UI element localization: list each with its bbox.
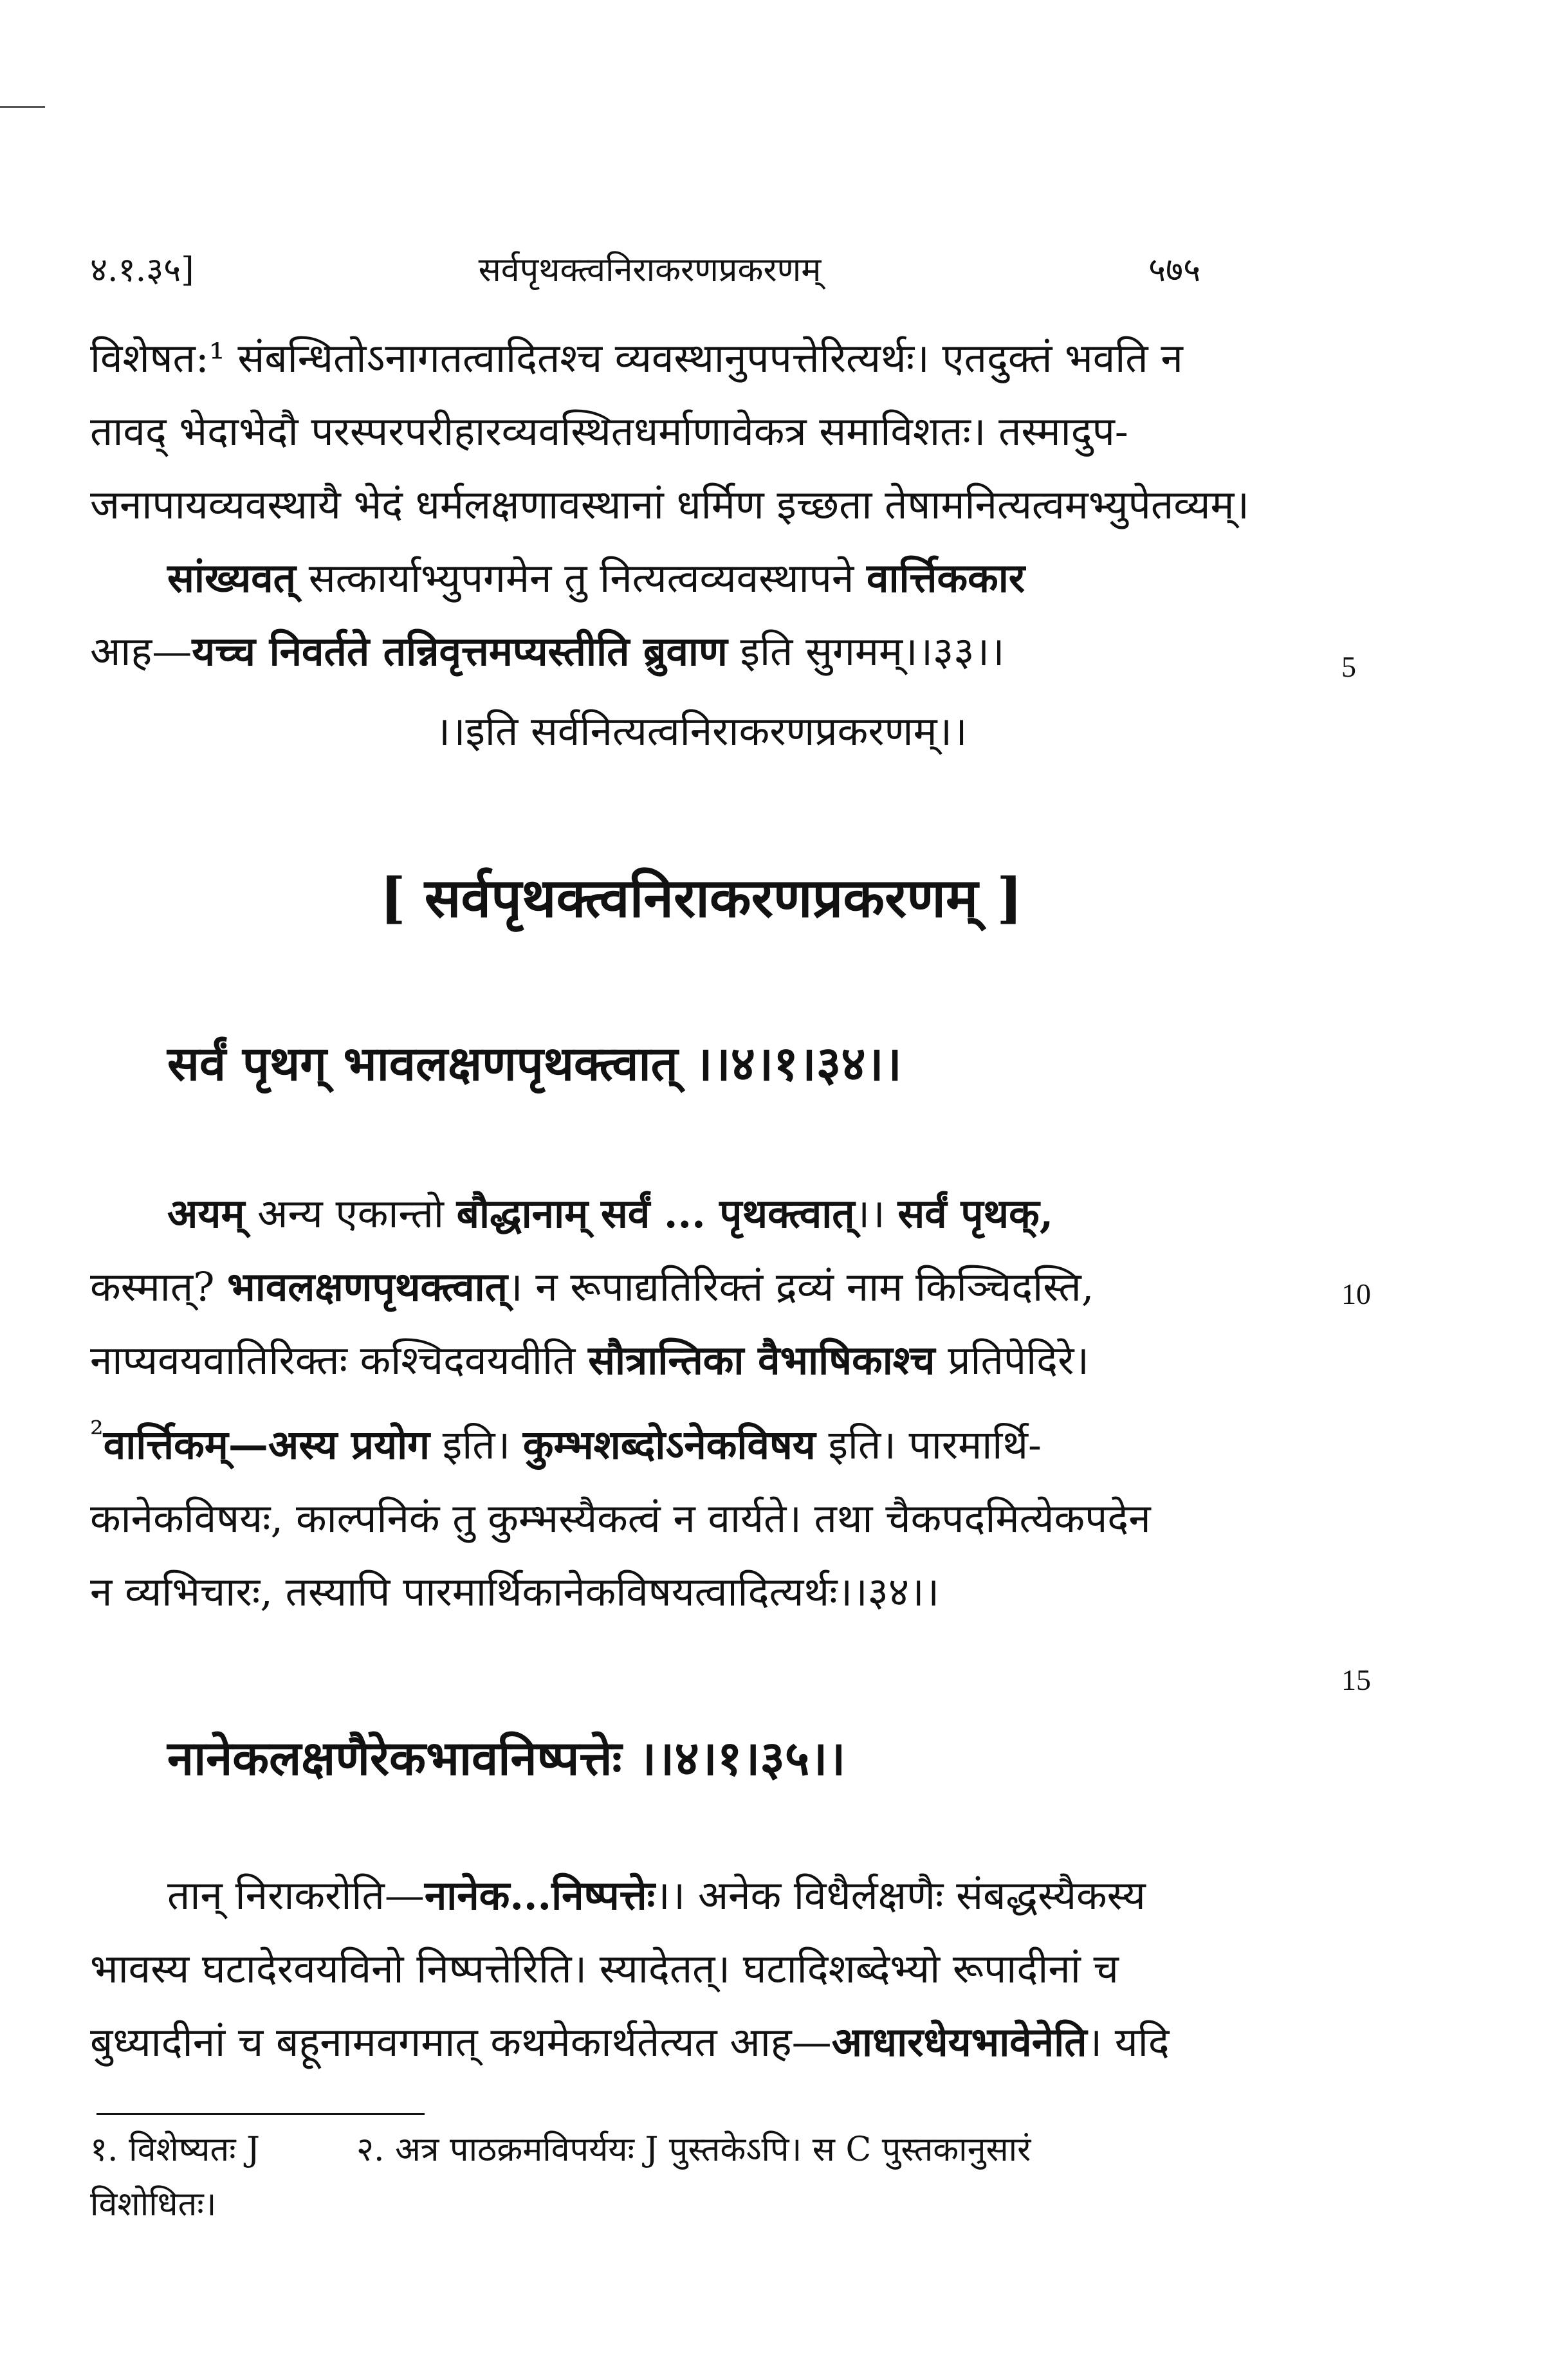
text-run: आह—	[90, 628, 192, 675]
text-run: तान् निराकरोति—	[167, 1872, 425, 1919]
text-line: तावद् भेदाभेदौ परस्परपरीहारव्यवस्थितधर्माणावेकत्र समाविशतः। तस्मादुप-	[90, 408, 1128, 455]
text-line	[90, 615, 1312, 688]
sutra-35: नानेकलक्षणैरेकभावनिष्पत्तेः ।।४।१।३५।।	[167, 1731, 846, 1786]
footnote-2-continued: विशोधितः।	[90, 2185, 217, 2224]
footnote-rule	[96, 2113, 425, 2115]
text-run: ।। अनेक विधैर्लक्षणैः संबद्धस्यैकस्य	[655, 1872, 1146, 1919]
text-run: इति। पारमार्थि-	[815, 1421, 1042, 1469]
text-run	[588, 1190, 601, 1237]
bold-term: नानेक...निष्पत्तेः	[424, 1872, 656, 1919]
line-number-5: 5	[1341, 650, 1356, 683]
text-run: । न रूपाद्यतिरिक्तं द्रव्यं नाम किञ्चिदस्ति,	[507, 1263, 1094, 1310]
footnotes	[90, 2123, 1031, 2177]
footnote-1: १. विशेष्यतः J	[90, 2130, 260, 2169]
text-line	[90, 1250, 1312, 1324]
text-line: ।।इति सर्वनित्यत्वनिराकरणप्रकरणम्।।	[435, 708, 968, 755]
text-line: भावस्य घटादेरवयविनो निष्पत्तेरिति। स्यादेतत्। घटादिशब्देभ्यो रूपादीनां च	[90, 1945, 1119, 1992]
text-line	[90, 1177, 1312, 1250]
line-number-10: 10	[1341, 1277, 1371, 1310]
bold-term: वार्त्तिककार	[867, 554, 1025, 601]
text-line	[90, 1859, 1312, 1932]
text-line	[90, 1324, 1312, 1397]
footnote-2: २. अत्र पाठक्रमविपर्ययः J पुस्तकेऽपि। स C पुस्तकानुसारं	[356, 2130, 1031, 2169]
bold-term: सौत्रान्तिका वैभाषिकाश्च	[588, 1337, 935, 1384]
text-line: कानेकविषयः, काल्पनिकं तु कुम्भस्यैकत्वं न वार्यते। तथा चैकपदमित्येकपदेन	[90, 1494, 1151, 1542]
text-run: इति।	[430, 1421, 523, 1469]
text-run: इति सुगमम्।।३३।।	[727, 628, 1005, 675]
bold-term: बौद्धानाम्	[456, 1190, 589, 1237]
bold-term: कुम्भशब्दोऽनेकविषय	[522, 1421, 816, 1469]
text-line: विशेषत:¹ संबन्धितोऽनागतत्वादितश्च व्यवस्थानुपपत्तेरित्यर्थः। एतदुक्तं भवति न	[90, 334, 1183, 381]
paragraph-4	[90, 1859, 1312, 2079]
sutra-34: सर्वं पृथग् भावलक्षणपृथक्त्वात् ।।४।१।३४।।	[167, 1036, 902, 1092]
section-title: [ सर्वपृथक्त्वनिराकरणप्रकरणम् ]	[380, 866, 1023, 929]
text-run: कस्मात्?	[90, 1263, 228, 1310]
bold-term: सांख्यवत्	[167, 554, 297, 601]
paragraph-3	[90, 1177, 1312, 1629]
text-line	[90, 542, 1312, 615]
text-run: नाप्यवयवातिरिक्तः कश्चिदवयवीति	[90, 1337, 589, 1384]
bold-term: अयम्	[167, 1190, 245, 1237]
text-line	[90, 1397, 1312, 1482]
paragraph-2	[90, 542, 1312, 688]
text-run: प्रतिपेदिरे।	[935, 1337, 1089, 1384]
text-run: अन्य एकान्तो	[244, 1190, 457, 1237]
text-run: ।।	[854, 1190, 898, 1237]
footnote-marker: ²	[90, 1414, 104, 1453]
header-running-title: सर्वपृथक्त्वनिराकरणप्रकरणम्	[478, 251, 822, 289]
scan-edge-mark	[0, 106, 45, 108]
bold-term: आधारधेयभावेनेति	[831, 2018, 1087, 2065]
paragraph-1	[90, 322, 1312, 542]
text-line: न व्यभिचारः, तस्यापि पारमार्थिकानेकविषयत्वादित्यर्थः।।३४।।	[90, 1568, 940, 1615]
header-section-ref: ४.१.३५]	[90, 251, 194, 289]
bold-term: यच्च निवर्तते तन्निवृत्तमप्यस्तीति ब्रुवाण	[192, 628, 728, 675]
bold-term: वार्त्तिकम्—अस्य प्रयोग	[103, 1421, 430, 1469]
text-run: सत्कार्याभ्युपगमेन तु नित्यत्वव्यवस्थापने	[296, 554, 867, 601]
text-line: जनापायव्यवस्थायै भेदं धर्मलक्षणावस्थानां धर्मिण इच्छता तेषामनित्यत्वमभ्युपेतव्यम्।	[90, 481, 1249, 528]
header-page-number: ५७५	[1148, 251, 1201, 289]
bold-term: सर्वं ... पृथक्त्वात्	[600, 1190, 855, 1237]
bold-term: सर्वं पृथक्,	[897, 1190, 1054, 1237]
text-run: । यदि	[1087, 2018, 1170, 2065]
line-number-15: 15	[1341, 1663, 1371, 1696]
text-line	[90, 2006, 1312, 2079]
text-run: बुध्यादीनां च बहूनामवगमात् कथमेकार्थतेत्यत आह—	[90, 2018, 832, 2065]
bold-term: भावलक्षणपृथक्त्वात्	[227, 1263, 508, 1310]
closing-colophon	[90, 695, 1312, 768]
